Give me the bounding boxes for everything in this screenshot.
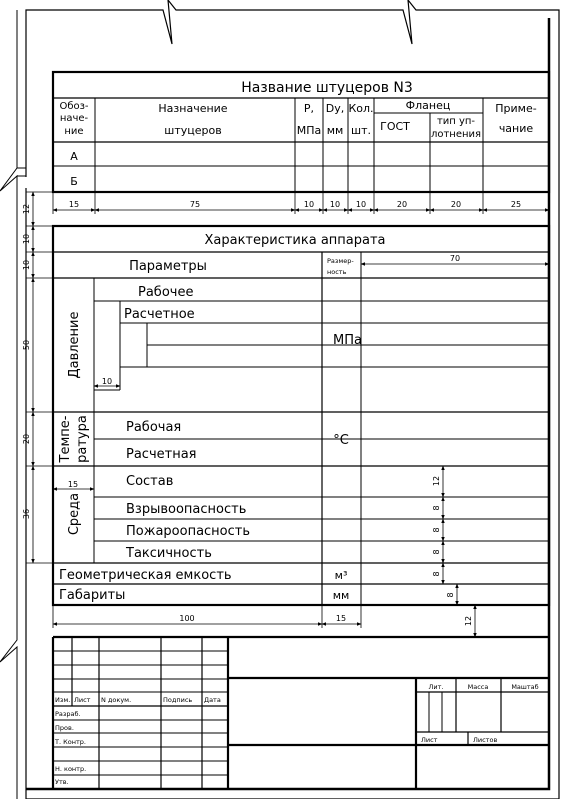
- pressure-unit: МПа: [333, 333, 362, 348]
- header-pressure-2: МПа: [296, 124, 322, 137]
- header-pressure-1: P,: [303, 102, 315, 115]
- left-dim-4: 50: [22, 339, 31, 351]
- right-dim-4: 8: [432, 549, 441, 555]
- header-note-2: чание: [498, 122, 534, 135]
- right-dim-5: 8: [432, 571, 441, 577]
- header-seal-2: лотнения: [430, 129, 482, 140]
- right-dim-6: 8: [446, 592, 455, 598]
- medium-group-label: Среда: [67, 492, 82, 536]
- header-designation-2: наче-: [59, 113, 89, 124]
- right-dim-3: 8: [432, 527, 441, 533]
- nozzle-row-a: А: [70, 150, 78, 163]
- left-dim-2: 10: [22, 233, 31, 245]
- stamp-date-label: Дата: [204, 696, 221, 704]
- temp-group-label-1: Темпе-: [58, 415, 73, 463]
- header-dn-1: Dy,: [325, 102, 345, 115]
- right-dimensions: [432, 466, 475, 637]
- right-dim-7: 12: [464, 615, 473, 627]
- col-dim-3: 10: [303, 200, 315, 209]
- pressure-design: Расчетное: [124, 307, 195, 322]
- dimension-header-2: ность: [327, 268, 347, 276]
- left-dim-5: 20: [22, 433, 31, 445]
- volume-unit: м³: [334, 569, 348, 582]
- size-label: Габариты: [59, 588, 126, 603]
- pressure-working: Рабочее: [138, 285, 194, 300]
- col-dim-5: 10: [355, 200, 367, 209]
- temp-design: Расчетная: [126, 447, 197, 462]
- bottom-dim-1: 100: [179, 614, 195, 623]
- temp-group-label-2: ратура: [75, 415, 90, 463]
- header-designation-1: Обоз-: [59, 101, 89, 112]
- header-note-1: Приме-: [495, 102, 537, 115]
- stamp-role-approver: Утв.: [55, 778, 69, 786]
- nozzles-title: Название штуцеров N3: [241, 80, 413, 96]
- right-dim-1: 12: [432, 475, 441, 487]
- header-qty-2: шт.: [351, 124, 371, 137]
- header-dn-2: мм: [326, 124, 344, 137]
- column-width-dimensions: [53, 192, 549, 214]
- characteristics-table: [53, 226, 549, 605]
- medium-fire: Пожароопасность: [126, 524, 251, 539]
- volume-label: Геометрическая емкость: [59, 568, 232, 583]
- header-purpose-1: Назначение: [158, 102, 228, 115]
- col-dim-6: 20: [396, 200, 408, 209]
- stamp-mass-label: Масса: [467, 683, 489, 691]
- col-dim-2: 75: [189, 200, 201, 209]
- header-gost: ГОСТ: [380, 120, 410, 133]
- stamp-role-checker: Пров.: [55, 724, 74, 732]
- left-dim-6: 36: [22, 508, 31, 520]
- pressure-inner-dim: 10: [101, 377, 113, 386]
- stamp-signature-label: Подпись: [163, 696, 193, 704]
- stamp-docnum-label: N докум.: [101, 696, 132, 704]
- size-unit: мм: [332, 589, 350, 602]
- header-qty-1: Кол.: [348, 102, 374, 115]
- medium-explosion: Взрывоопасность: [126, 502, 247, 517]
- header-designation-3: ние: [64, 126, 84, 137]
- header-flange: Фланец: [405, 99, 451, 112]
- medium-toxicity: Таксичность: [126, 546, 212, 561]
- col-dim-7: 20: [450, 200, 462, 209]
- bottom-dim-2: 15: [335, 614, 347, 623]
- parameters-header: Параметры: [129, 259, 207, 274]
- stamp-sheet-number-label: Лист: [421, 736, 438, 744]
- dimension-header-1: Размер-: [327, 257, 354, 265]
- col-dim-1: 15: [68, 200, 80, 209]
- right-dim-2: 8: [432, 505, 441, 511]
- characteristics-title: Характеристика аппарата: [204, 233, 386, 248]
- stamp-role-norm-control: Н. контр.: [55, 765, 87, 773]
- stamp-role-developer: Разраб.: [55, 710, 81, 718]
- medium-dim: 15: [67, 480, 79, 489]
- header-purpose-2: штуцеров: [164, 124, 222, 137]
- stamp-sheet-label: Лист: [74, 696, 91, 704]
- left-dimensions: [22, 192, 53, 563]
- col-dim-4: 10: [329, 200, 341, 209]
- header-seal-1: тип уп-: [436, 116, 476, 127]
- pressure-group-label: Давление: [67, 311, 82, 379]
- medium-composition: Состав: [126, 474, 174, 489]
- temp-working: Рабочая: [126, 420, 182, 435]
- col-dim-8: 25: [510, 200, 522, 209]
- stamp-role-tech-control: Т. Контр.: [55, 738, 86, 746]
- stamp-lit-label: Лит.: [428, 683, 444, 691]
- left-dim-3: 10: [22, 259, 31, 271]
- left-dim-1: 12: [22, 203, 31, 215]
- temp-unit: °С: [333, 433, 349, 448]
- bottom-dimensions: [53, 605, 361, 628]
- stamp-scale-label: Маштаб: [511, 683, 539, 691]
- title-block: [53, 637, 549, 789]
- stamp-change-label: Изм.: [55, 696, 71, 704]
- nozzles-table: [53, 72, 549, 192]
- dimension-width-value: 70: [449, 254, 461, 263]
- stamp-sheets-label: Листов: [473, 736, 498, 744]
- nozzle-row-b: Б: [70, 175, 78, 188]
